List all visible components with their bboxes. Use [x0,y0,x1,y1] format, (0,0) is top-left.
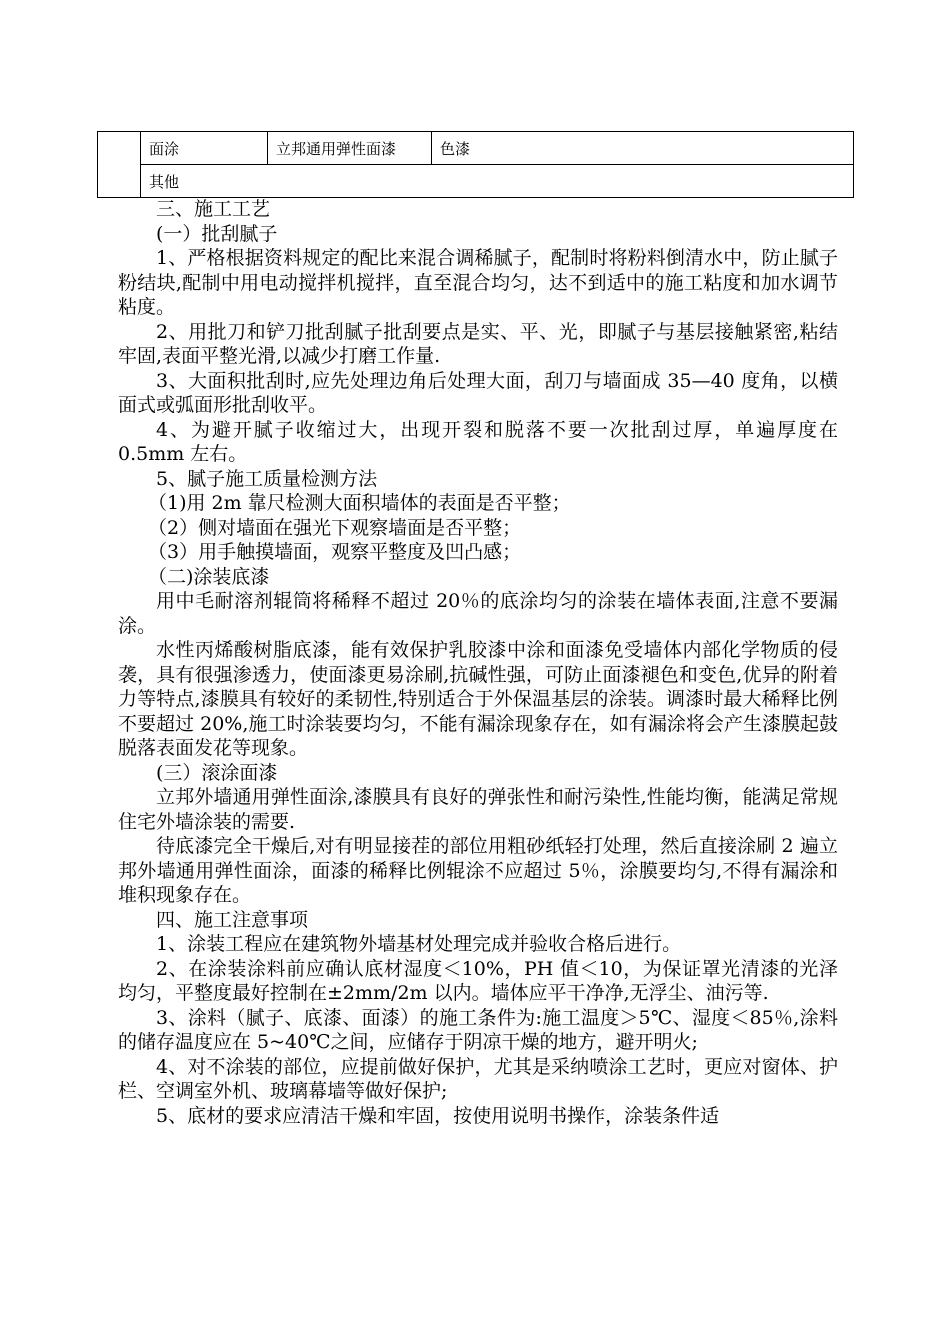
materials-table [97,131,854,198]
list-item: （2）侧对墙面在强光下观察墙面是否平整； [148,516,522,539]
table-row [98,132,854,165]
table-row [98,165,854,198]
list-item: （1)用 2m 靠尺检测大面积墙体的表面是否平整； [148,492,571,514]
section-heading: 四、施工注意事项 [156,908,309,931]
paragraph: 2、在涂装涂料前应确认底材湿度＜10%，PH 值＜10，为保证罩光清漆的光泽均匀，平整度最好控制在±2mm/2m 以内。墙体应平干净净,无浮尘、油污等. [118,957,838,1004]
paragraph: 5、腻子施工质量检测方法 [156,467,378,490]
paragraph: 3、涂料（腻子、底漆、面漆）的施工条件为:施工温度＞5℃、湿度＜85％,涂料的储存温度应在 5~40℃之间，应储存于阴凉干燥的地方，避开明火; [118,1006,838,1053]
body-text [118,197,838,1128]
paragraph: 2、用批刀和铲刀批刮腻子批刮要点是实、平、光，即腻子与基层接触紧密,粘结牢固,表面平整光滑,以减少打磨工作量. [118,320,838,367]
section-heading: 三、施工工艺 [156,198,271,220]
subsection-heading: (三）滚涂面漆 [156,761,278,784]
paragraph: 3、大面积批刮时,应先处理边角后处理大面，刮刀与墙面成 35—40 度角，以横面式或弧面形批刮收平。 [118,369,838,416]
list-item: （3）用手触摸墙面，观察平整度及凹凸感； [148,541,522,563]
table-cell: 面涂 [141,132,268,165]
paragraph: 1、严格根据资料规定的配比来混合调稀腻子，配制时将粉料倒清水中，防止腻子粉结块,配制中用电动搅拌机搅拌，直至混合均匀，达不到适中的施工粘度和加水调节粘度。 [118,247,838,318]
paragraph: 水性丙烯酸树脂底漆，能有效保护乳胶漆中涂和面漆免受墙体内部化学物质的侵袭，具有很强渗透力，使面漆更易涂刷,抗碱性强，可防止面漆褪色和变色,优异的附着力等特点,漆膜具有较好的柔韧性,特别适合于外保温基层的涂装。调漆时最大稀释比例不要超过 20%,施工时涂装要均匀，不能有漏涂现象存在，如有漏涂将会产生漆膜起鼓脱落表面发花等现象。 [118,639,838,759]
paragraph: 用中毛耐溶剂辊筒将稀释不超过 20％的底涂均匀的涂装在墙体表面,注意不要漏涂。 [118,590,838,637]
subsection-heading: （二)涂装底漆 [148,565,270,588]
paragraph: 立邦外墙通用弹性面涂,漆膜具有良好的弹张性和耐污染性,性能均衡，能满足常规住宅外墙涂装的需要. [118,786,838,833]
table-blank-cell [98,132,141,198]
paragraph: 4、对不涂装的部位，应提前做好保护，尤其是采纳喷涂工艺时，更应对窗体、护栏、空调室外机、玻璃幕墙等做好保护; [118,1055,838,1102]
table-cell: 立邦通用弹性面漆 [268,132,432,165]
table-cell: 其他 [141,165,854,198]
paragraph: 待底漆完全干燥后,对有明显接茬的部位用粗砂纸轻打处理，然后直接涂刷 2 遍立邦外墙通用弹性面涂，面漆的稀释比例辊涂不应超过 5％，涂膜要均匀,不得有漏涂和堆积现象存在。 [118,835,838,906]
paragraph: 5、底材的要求应清洁干燥和牢固，按使用说明书操作，涂装条件适 [156,1104,720,1127]
table-cell: 色漆 [432,132,854,165]
paragraph: 4、为避开腻子收缩过大，出现开裂和脱落不要一次批刮过厚，单遍厚度在 0.5mm 左右。 [118,418,838,465]
subsection-heading: (一）批刮腻子 [156,222,278,245]
paragraph: 1、涂装工程应在建筑物外墙基材处理完成并验收合格后进行。 [156,933,682,955]
